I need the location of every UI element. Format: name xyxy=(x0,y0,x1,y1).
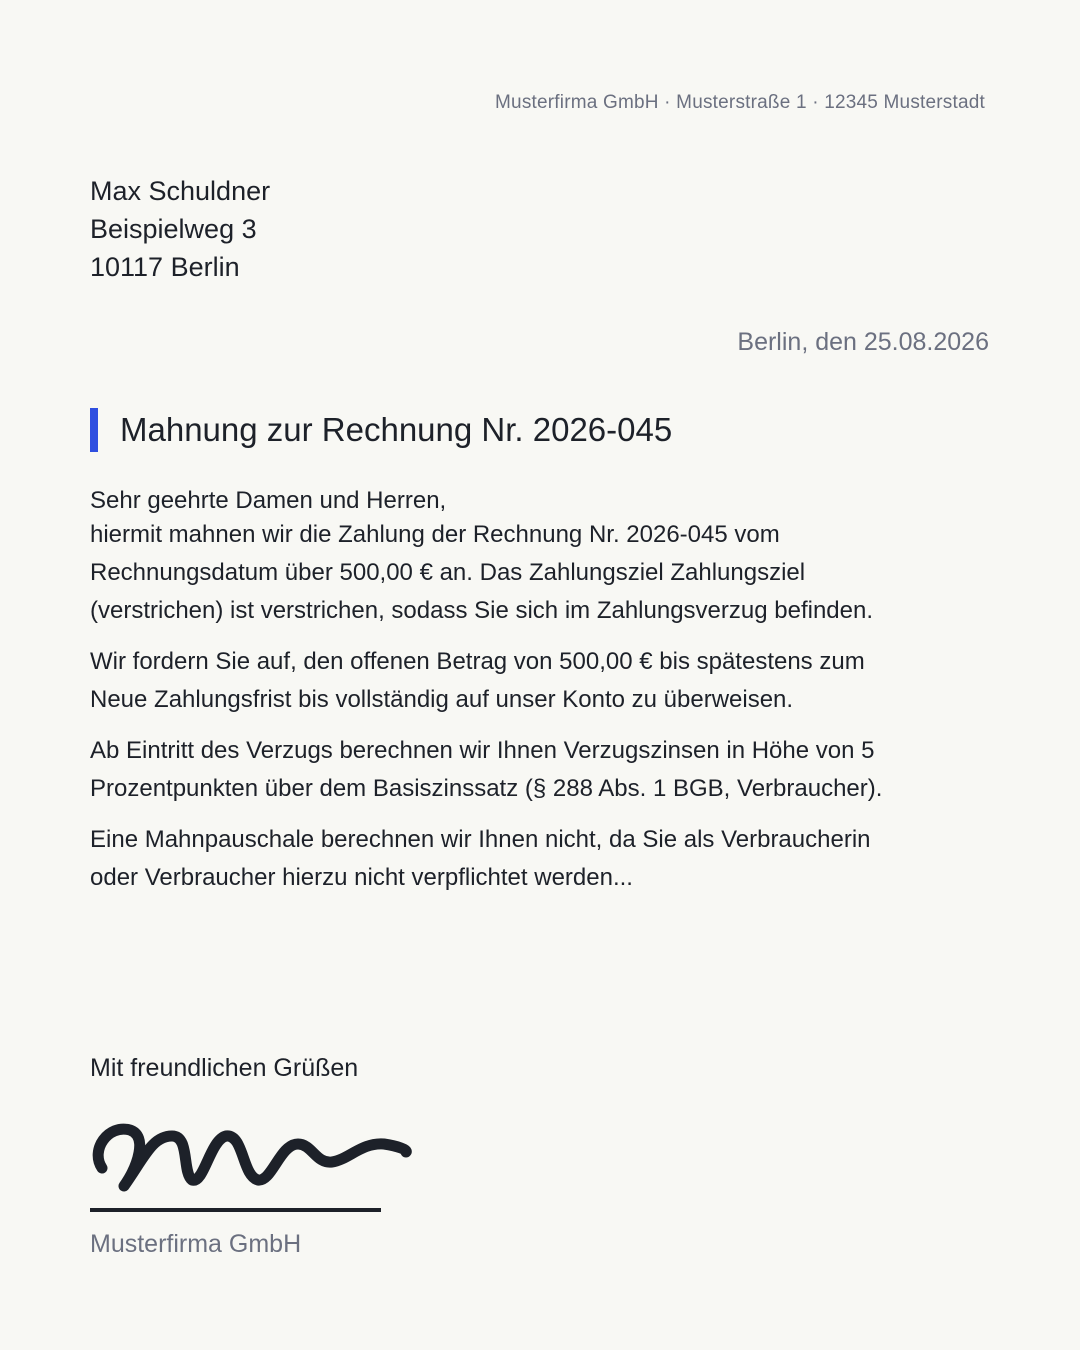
letter-date: Berlin, den 25.08.2026 xyxy=(737,328,989,356)
body-paragraph: hiermit mahnen wir die Zahlung der Rechnung Nr. 2026-045 vom Rechnungsdatum über 500,00 € an. Das Zahlungsziel Zahlungsziel (verstrichen) ist verstrichen, sodass Sie sich im Zahlungsverzug befinden. xyxy=(90,521,873,624)
signature-line xyxy=(90,1208,381,1212)
letter-body xyxy=(90,486,920,910)
closing-phrase: Mit freundlichen Grüßen xyxy=(90,1054,359,1082)
body-paragraph: Ab Eintritt des Verzugs berechnen wir Ihnen Verzugszinsen in Höhe von 5 Prozentpunkten über dem Basiszinssatz (§ 288 Abs. 1 BGB, Verbraucher). xyxy=(90,737,883,802)
subject-text: Mahnung zur Rechnung Nr. 2026-045 xyxy=(120,411,673,448)
body-paragraph: Wir fordern Sie auf, den offenen Betrag von 500,00 € bis spätestens zum Neue Zahlungsfrist bis vollständig auf unser Konto zu überweisen. xyxy=(90,648,865,713)
subject-accent-bar xyxy=(90,408,98,452)
body-paragraph: Eine Mahnpauschale berechnen wir Ihnen nicht, da Sie als Verbraucherin oder Verbraucher hierzu nicht verpflichtet werden... xyxy=(90,826,871,891)
recipient-street: Beispielweg 3 xyxy=(90,214,257,244)
subject-line xyxy=(90,408,672,452)
salutation: Sehr geehrte Damen und Herren, xyxy=(90,487,447,514)
signature-company-name: Musterfirma GmbH xyxy=(90,1230,302,1258)
sender-address-line: Musterfirma GmbH · Musterstraße 1 · 12345 Musterstadt xyxy=(495,92,985,113)
handwritten-signature-icon xyxy=(86,1110,416,1200)
recipient-address xyxy=(90,172,270,286)
recipient-city: 10117 Berlin xyxy=(90,252,240,282)
recipient-name: Max Schuldner xyxy=(90,176,271,206)
